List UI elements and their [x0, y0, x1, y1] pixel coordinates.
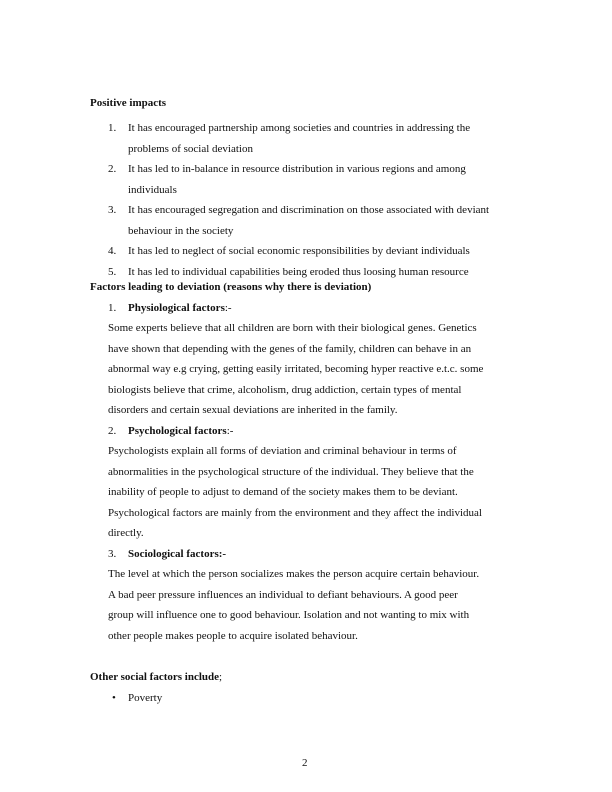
- list-item-line: individuals: [128, 183, 177, 196]
- list-number: 4.: [108, 245, 117, 257]
- paragraph-line: disorders and certain sexual deviations are inherited in the family.: [108, 404, 398, 416]
- bullet-item: Poverty: [128, 691, 163, 704]
- list-number: 1.: [108, 122, 117, 134]
- section-number: 2.: [108, 424, 117, 437]
- list-item-line: It has led to neglect of social economic responsibilities by deviant individuals: [128, 245, 470, 257]
- section-number: 1.: [108, 301, 117, 314]
- list-number: 5.: [108, 265, 117, 278]
- paragraph-line: directly.: [108, 527, 144, 539]
- paragraph-line: other people makes people to acquire isolated behaviour.: [108, 629, 358, 642]
- paragraph-line: inability of people to adjust to demand of the society makes them to be deviant.: [108, 486, 458, 498]
- other-heading-suffix: ;: [219, 671, 223, 683]
- list-item-line: It has encouraged segregation and discrimination on those associated with deviant: [128, 204, 490, 216]
- section-title-text: Psychological factors: [128, 424, 227, 437]
- list-item-line: It has led to in-balance in resource distribution in various regions and among: [128, 163, 466, 175]
- section-title: [128, 424, 233, 438]
- bullet-icon: •: [112, 691, 116, 704]
- paragraph-line: abnormal way e.g crying, getting easily irritated, becoming hyper reactive e.t.c. some: [108, 363, 484, 375]
- paragraph-line: have shown that depending with the genes of the family, children can behave in an: [108, 342, 472, 355]
- list-item-line: behaviour in the society: [128, 224, 234, 237]
- section-title-suffix: :-: [226, 424, 234, 437]
- other-heading-text: Other social factors include: [90, 671, 220, 683]
- list-item-line: It has led to individual capabilities being eroded thus loosing human resource: [128, 265, 469, 278]
- section-title: [128, 547, 226, 561]
- paragraph-line: Psychological factors are mainly from the environment and they affect the individual: [108, 506, 482, 519]
- paragraph-line: The level at which the person socializes makes the person acquire certain behaviour.: [108, 568, 480, 580]
- section-title-text: Physiological factors: [128, 301, 225, 314]
- paragraph-line: A bad peer pressure influences an individual to defiant behaviours. A good peer: [108, 588, 458, 601]
- section-title-suffix: :-: [224, 301, 232, 314]
- page-number: 2: [302, 757, 308, 769]
- section-title-text: Sociological factors:-: [128, 547, 227, 560]
- factors-heading: Factors leading to deviation (reasons why there is deviation): [90, 281, 372, 293]
- paragraph-line: biologists believe that crime, alcoholism, drug addiction, certain types of mental: [108, 383, 462, 396]
- section-number: 3.: [108, 547, 117, 560]
- positive-impacts-heading: Positive impacts: [90, 97, 167, 109]
- other-factors-heading: [90, 670, 222, 684]
- paragraph-line: Psychologists explain all forms of deviation and criminal behaviour in terms of: [108, 445, 457, 457]
- section-title: [128, 301, 232, 315]
- paragraph-line: group will influence one to good behaviour. Isolation and not wanting to mix with: [108, 609, 470, 621]
- list-item-line: It has encouraged partnership among societies and countries in addressing the: [128, 122, 471, 134]
- paragraph-line: Some experts believe that all children are born with their biological genes. Genetics: [108, 322, 477, 334]
- list-number: 2.: [108, 163, 117, 175]
- list-item-line: problems of social deviation: [128, 142, 253, 155]
- paragraph-line: abnormalities in the psychological structure of the individual. They believe that the: [108, 465, 474, 478]
- list-number: 3.: [108, 204, 117, 216]
